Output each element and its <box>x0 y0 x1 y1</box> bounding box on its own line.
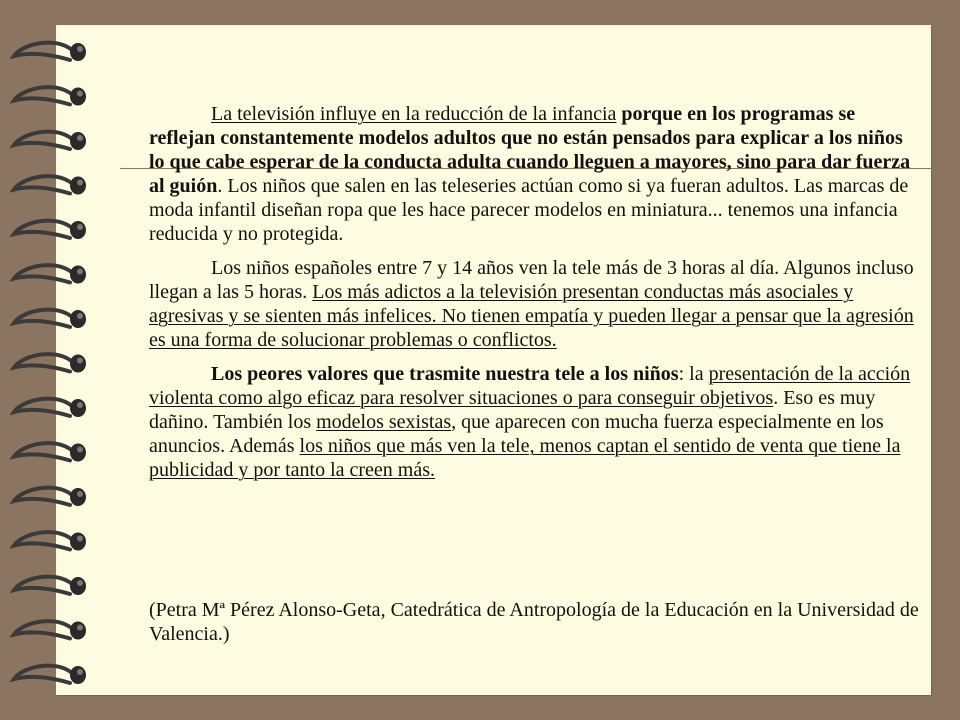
text-segment: Los más adictos a la televisión presentan conductas más asociales y agresivas y se sienten más infelices. No tienen empatía y pueden llegar a pensar que la agresión es una forma de solucionar problemas o conflictos. <box>149 281 914 351</box>
binding-ring <box>14 87 86 105</box>
binding-ring <box>14 488 86 506</box>
binding-ring <box>14 399 86 417</box>
text-segment: Los niños españoles entre 7 y 14 años ven la tele más de 3 horas al día. Algunos incluso llegan a las 5 horas. <box>149 257 914 303</box>
text-segment: modelos sexistas <box>316 411 452 433</box>
paragraph-1 <box>149 102 921 246</box>
citation: (Petra Mª Pérez Alonso-Geta, Catedrática de Antropología de la Educación en la Universidad de Valencia.) <box>149 599 919 645</box>
text-segment: porque en los programas se reflejan constantemente modelos adultos que no están pensados para explicar a los niños lo que cabe esperar de la conducta adulta cuando lleguen a mayores, sino para dar fuerza al guión <box>149 103 911 197</box>
binding-ring <box>14 265 86 283</box>
binding-ring <box>14 43 86 61</box>
paragraph-2 <box>149 256 921 352</box>
binding-ring <box>14 532 86 550</box>
text-segment: presentación de la acción violenta como algo eficaz para resolver situaciones o para conseguir objetivos <box>149 363 911 409</box>
body-text <box>149 102 921 492</box>
text-segment: . Los niños que salen en las teleseries actúan como si ya fueran adultos. Las marcas de moda infantil diseñan ropa que les hace parecer modelos en miniatura... tenemos una infancia reducida y no protegida. <box>149 175 909 245</box>
binding-ring <box>14 621 86 639</box>
binding-ring <box>14 310 86 328</box>
text-segment: . Eso es muy dañino. También los <box>149 387 876 433</box>
text-segment: los niños que más ven la tele, menos captan el sentido de venta que tiene la publicidad y por tanto la creen más. <box>149 435 901 481</box>
binding-ring <box>14 577 86 595</box>
paragraph-3 <box>149 362 921 482</box>
text-segment: , que aparecen con mucha fuerza especialmente en los anuncios. Además <box>149 411 884 457</box>
text-segment: La televisión influye en la reducción de la infancia <box>211 103 617 125</box>
text-segment: Los peores valores que trasmite nuestra tele a los niños <box>211 363 679 385</box>
binding-ring <box>14 132 86 150</box>
text-segment: : la <box>678 363 709 385</box>
binding-ring <box>14 176 86 194</box>
spiral-binding-icon <box>0 0 100 720</box>
binding-ring <box>14 354 86 372</box>
binding-ring <box>14 443 86 461</box>
binding-ring <box>14 666 86 684</box>
binding-ring <box>14 221 86 239</box>
